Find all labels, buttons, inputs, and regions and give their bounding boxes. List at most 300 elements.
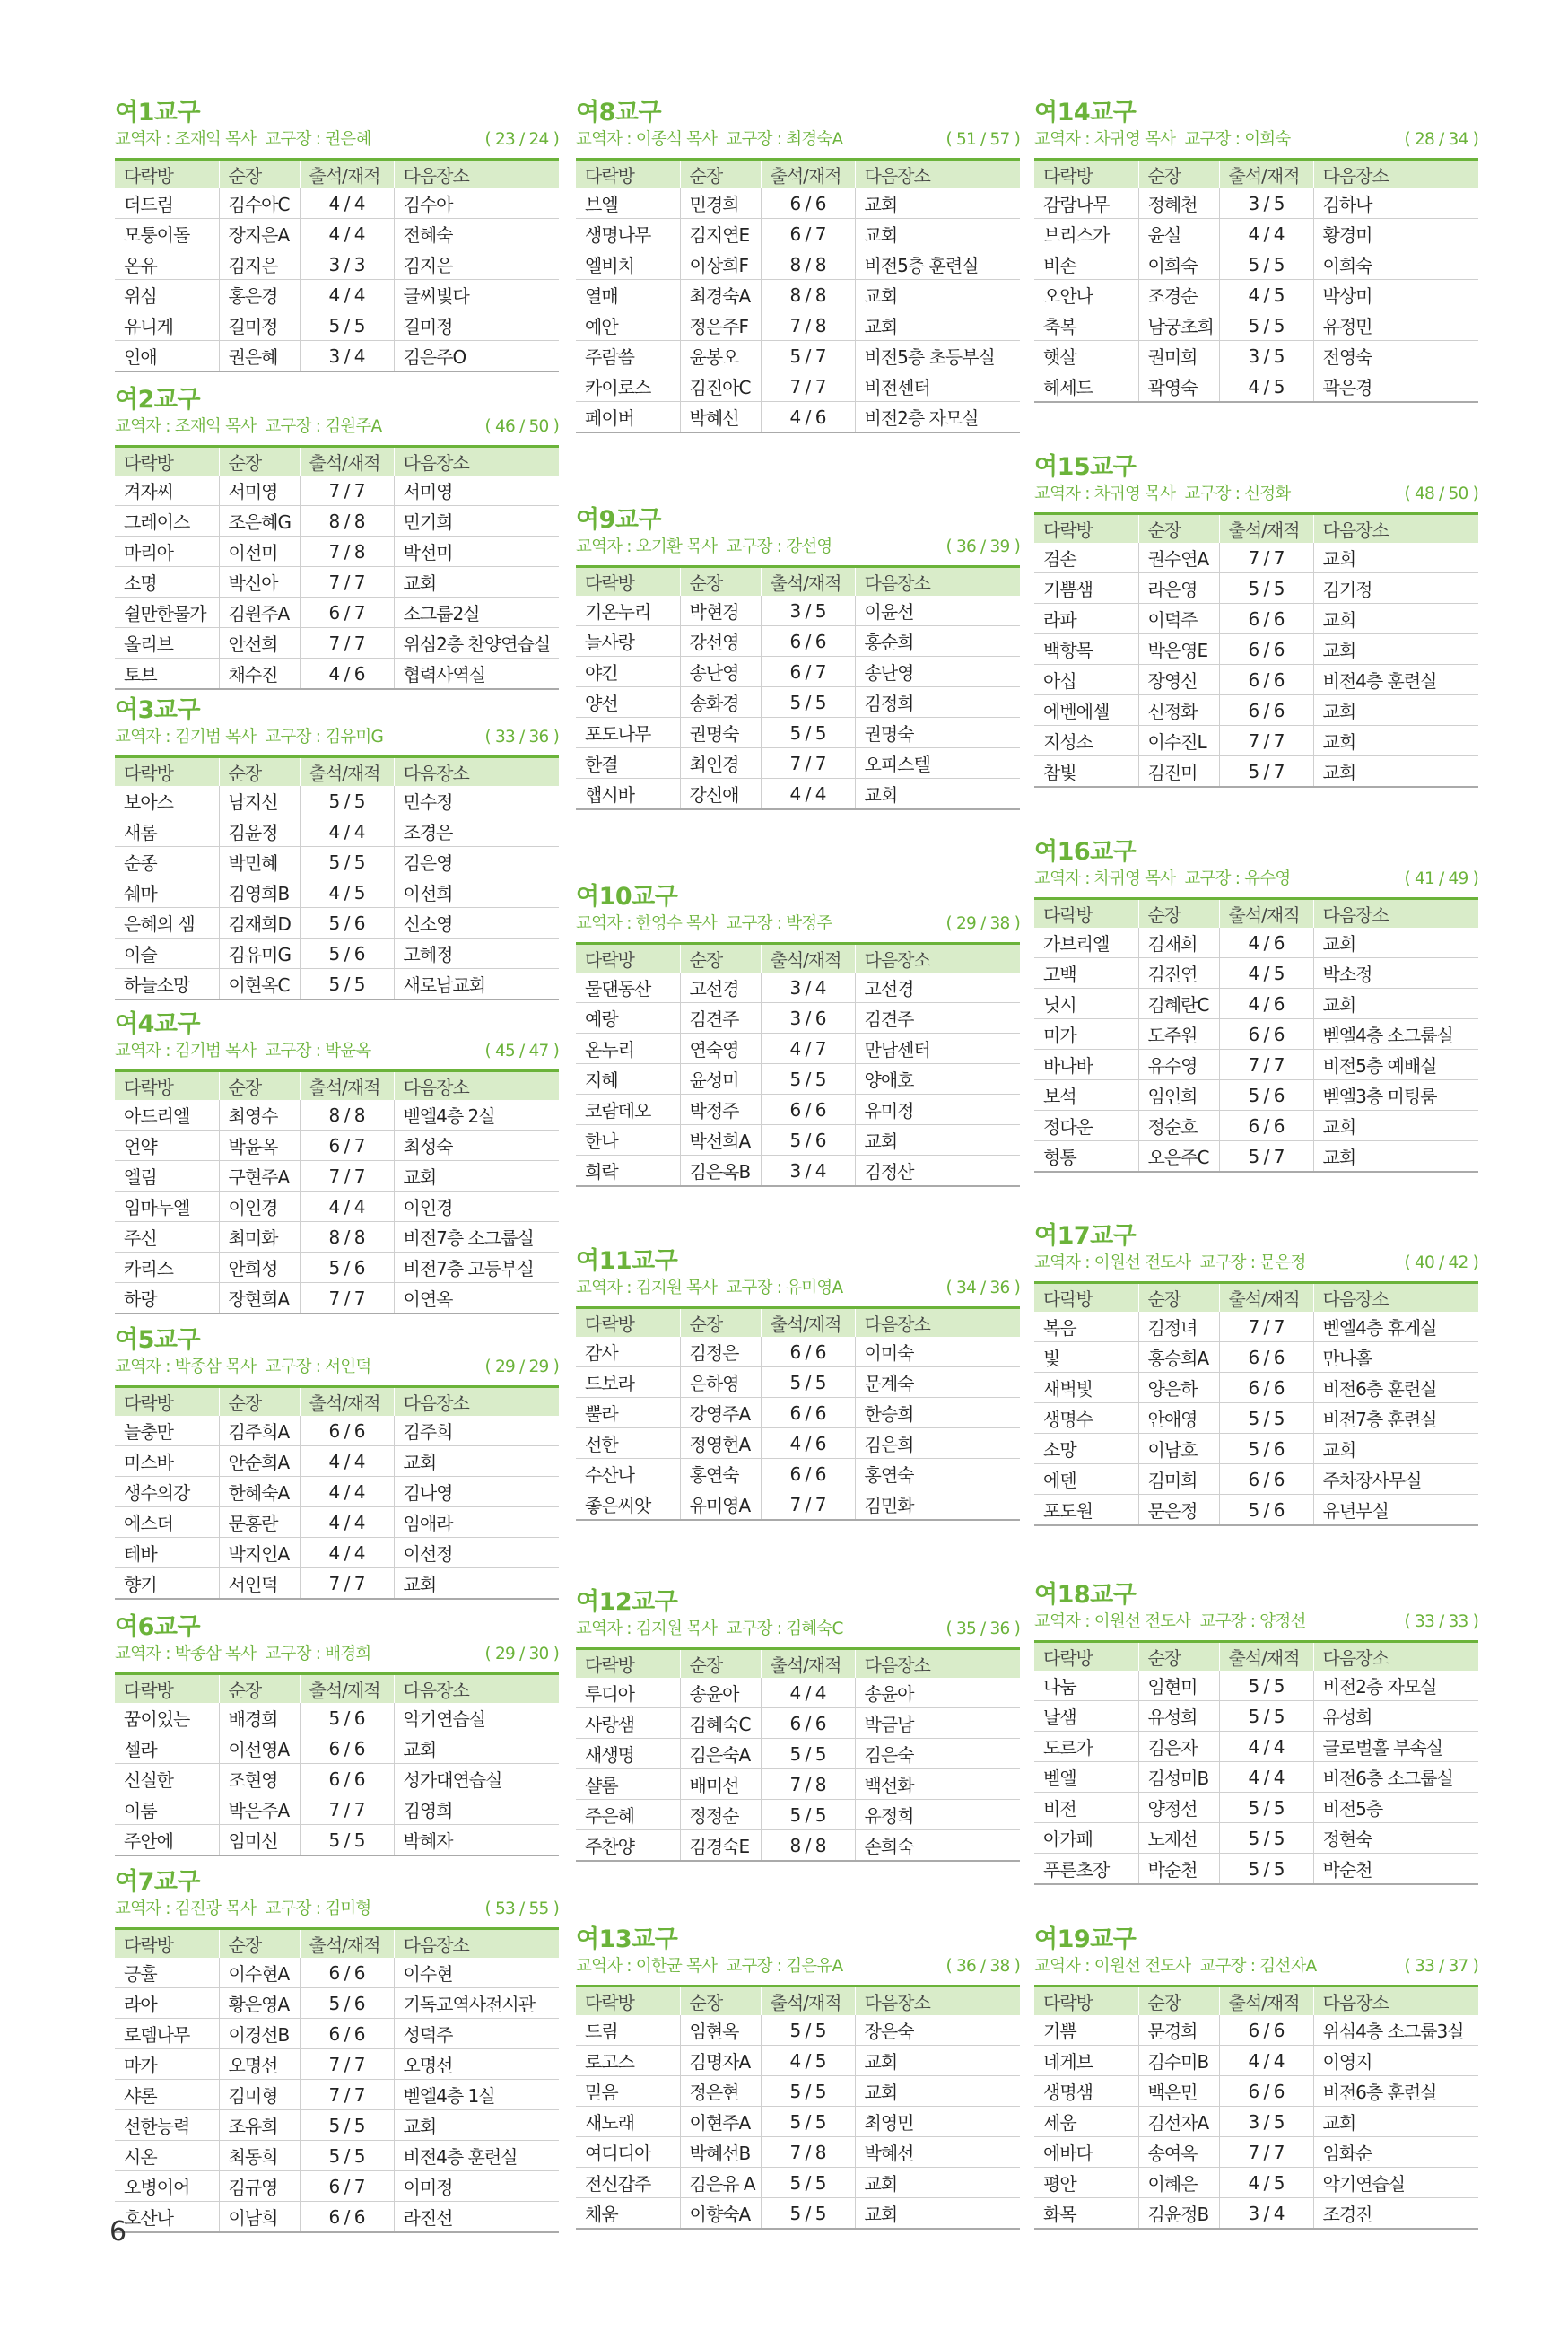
cell-next-location: 유정민 — [1313, 310, 1478, 341]
cell-small-group: 향기 — [115, 1568, 219, 1600]
minister-label: 교역자 : 김지원 목사 — [576, 1279, 718, 1297]
cell-attendance: 5 / 6 — [300, 908, 394, 939]
cell-leader: 홍연숙 — [680, 1459, 761, 1489]
cell-attendance: 5 / 5 — [300, 786, 394, 816]
cell-attendance: 4 / 4 — [300, 280, 394, 310]
cell-small-group: 라아 — [115, 1988, 219, 2019]
table-row — [1034, 1050, 1478, 1080]
cell-next-location: 정현숙 — [1313, 1823, 1478, 1854]
cell-leader: 황은영A — [219, 1988, 300, 2019]
cell-small-group: 감람나무 — [1034, 188, 1138, 219]
column-header: 다락방 — [115, 1387, 219, 1417]
small-group-table — [576, 1306, 1020, 1521]
column-header: 순장 — [219, 1929, 300, 1959]
cell-small-group: 순종 — [115, 847, 219, 877]
cell-small-group: 그레이스 — [115, 506, 219, 537]
cell-small-group: 주람씀 — [576, 341, 680, 371]
district-meta — [576, 1617, 1020, 1642]
column-header: 다음장소 — [394, 1929, 559, 1959]
cell-next-location: 김기정 — [1313, 573, 1478, 604]
district-block — [576, 883, 1020, 1187]
leader-label: 교구장 : 김원주A — [265, 417, 382, 436]
cell-leader: 김재희D — [219, 908, 300, 939]
cell-small-group: 햅시바 — [576, 779, 680, 810]
cell-small-group: 에벤에셀 — [1034, 695, 1138, 726]
cell-small-group: 채움 — [576, 2198, 680, 2230]
column-header: 다락방 — [576, 944, 680, 973]
cell-attendance: 3 / 4 — [1219, 2198, 1313, 2230]
cell-small-group: 토브 — [115, 659, 219, 690]
district-title: 여16교구 — [1034, 838, 1137, 866]
cell-small-group: 형통 — [1034, 1141, 1138, 1173]
cell-leader: 유수영 — [1138, 1050, 1219, 1080]
cell-leader: 채수진 — [219, 659, 300, 690]
table-row — [576, 1003, 1020, 1034]
cell-next-location: 김영희 — [394, 1794, 559, 1825]
cell-attendance: 7 / 7 — [300, 476, 394, 506]
minister-label: 교역자 : 차귀영 목사 — [1034, 130, 1176, 149]
table-row — [115, 219, 559, 249]
cell-leader: 김진미 — [1138, 756, 1219, 788]
attendance-total: ( 34 / 36 ) — [945, 1279, 1020, 1297]
cell-attendance: 5 / 5 — [300, 847, 394, 877]
table-row — [115, 908, 559, 939]
table-row — [1034, 665, 1478, 695]
table-header-row — [115, 447, 559, 476]
cell-small-group: 감사 — [576, 1337, 680, 1367]
district-title: 여12교구 — [576, 1588, 678, 1616]
table-row — [576, 596, 1020, 626]
leader-label: 교구장 : 박정주 — [726, 914, 832, 933]
cell-small-group: 아가페 — [1034, 1823, 1138, 1854]
district-block — [115, 1326, 559, 1600]
table-row — [115, 1192, 559, 1222]
table-row — [115, 2202, 559, 2233]
column-header: 순장 — [1138, 1642, 1219, 1672]
cell-leader: 한혜숙A — [219, 1477, 300, 1507]
column-header: 출석/재적 — [761, 567, 855, 597]
column-header: 순장 — [680, 1649, 761, 1679]
cell-leader: 구현주A — [219, 1161, 300, 1192]
cell-leader: 권은혜 — [219, 341, 300, 372]
leader-label: 교구장 : 김선자A — [1199, 1957, 1317, 1976]
district-title: 여2교구 — [115, 386, 201, 414]
table-row — [115, 1416, 559, 1446]
table-row — [1034, 1403, 1478, 1434]
column-header: 다음장소 — [855, 160, 1020, 189]
cell-next-location: 교회 — [855, 2168, 1020, 2198]
minister-label: 교역자 : 김기범 목사 — [115, 1042, 257, 1061]
cell-leader: 임현미 — [1138, 1671, 1219, 1701]
cell-leader: 오명선 — [219, 2049, 300, 2080]
cell-small-group: 하랑 — [115, 1283, 219, 1314]
district-block — [1034, 1925, 1478, 2230]
district-block — [115, 1613, 559, 1856]
table-row — [576, 341, 1020, 371]
cell-leader: 이향숙A — [680, 2198, 761, 2230]
cell-next-location: 기독교역사전시관 — [394, 1988, 559, 2019]
cell-small-group: 보아스 — [115, 786, 219, 816]
cell-attendance: 5 / 5 — [761, 1367, 855, 1398]
cell-small-group: 주신 — [115, 1222, 219, 1253]
column-header: 순장 — [680, 567, 761, 597]
cell-small-group: 호산나 — [115, 2202, 219, 2233]
table-header-row — [576, 567, 1020, 597]
table-row — [1034, 2137, 1478, 2168]
cell-leader: 이인경 — [219, 1192, 300, 1222]
cell-leader: 박선희A — [680, 1125, 761, 1156]
small-group-table — [115, 1927, 559, 2233]
cell-leader: 송윤아 — [680, 1678, 761, 1708]
table-row — [1034, 1793, 1478, 1823]
cell-leader: 배미선 — [680, 1769, 761, 1800]
cell-attendance: 4 / 4 — [300, 1477, 394, 1507]
attendance-total: ( 29 / 38 ) — [945, 914, 1020, 933]
column-header: 다락방 — [1034, 1642, 1138, 1672]
cell-next-location: 비전4층 훈련실 — [394, 2141, 559, 2171]
table-row — [1034, 958, 1478, 989]
cell-next-location: 만남센터 — [855, 1034, 1020, 1064]
cell-small-group: 기온누리 — [576, 596, 680, 626]
cell-next-location: 양애호 — [855, 1064, 1020, 1095]
district-meta — [1034, 1251, 1478, 1276]
cell-next-location: 전영숙 — [1313, 341, 1478, 371]
cell-leader: 문경희 — [1138, 2015, 1219, 2046]
table-row — [1034, 543, 1478, 573]
cell-leader: 신정화 — [1138, 695, 1219, 726]
minister-label: 교역자 : 조재익 목사 — [115, 130, 257, 149]
district-meta — [576, 1954, 1020, 1979]
column-header: 다락방 — [115, 1071, 219, 1101]
district-title: 여5교구 — [115, 1326, 201, 1354]
cell-leader: 조경순 — [1138, 280, 1219, 310]
district-block — [576, 1925, 1020, 2230]
cell-small-group: 위심 — [115, 280, 219, 310]
cell-small-group: 에스더 — [115, 1507, 219, 1538]
cell-leader: 이수현A — [219, 1958, 300, 1988]
cell-small-group: 늘충만 — [115, 1416, 219, 1446]
table-row — [576, 1708, 1020, 1739]
cell-next-location: 교회 — [1313, 756, 1478, 788]
cell-next-location: 비전5층 — [1313, 1793, 1478, 1823]
table-row — [115, 786, 559, 816]
district-block — [1034, 99, 1478, 403]
district-meta — [115, 127, 559, 153]
district-title: 여18교구 — [1034, 1581, 1137, 1609]
cell-attendance: 4 / 4 — [300, 219, 394, 249]
cell-next-location: 위심2층 찬양연습실 — [394, 628, 559, 659]
small-group-table — [1034, 1640, 1478, 1885]
cell-next-location: 교회 — [1313, 634, 1478, 665]
cell-small-group: 예안 — [576, 310, 680, 341]
cell-next-location: 라진선 — [394, 2202, 559, 2233]
cell-next-location: 이수현 — [394, 1958, 559, 1988]
district-title: 여13교구 — [576, 1925, 678, 1953]
table-row — [115, 1253, 559, 1283]
table-row — [576, 219, 1020, 249]
cell-small-group: 도르가 — [1034, 1732, 1138, 1762]
table-row — [576, 2137, 1020, 2168]
cell-attendance: 5 / 5 — [1219, 1854, 1313, 1885]
cell-small-group: 물댄동산 — [576, 973, 680, 1003]
cell-leader: 남궁초희 — [1138, 310, 1219, 341]
district-title: 여11교구 — [576, 1247, 678, 1275]
cell-next-location: 조경은 — [394, 816, 559, 847]
table-row — [1034, 341, 1478, 371]
table-header-row — [576, 944, 1020, 973]
cell-attendance: 4 / 4 — [1219, 2046, 1313, 2076]
cell-leader: 박은영E — [1138, 634, 1219, 665]
cell-attendance: 4 / 4 — [761, 1678, 855, 1708]
cell-next-location: 김은영 — [394, 847, 559, 877]
small-group-table — [115, 158, 559, 372]
cell-leader: 최인경 — [680, 748, 761, 779]
cell-attendance: 4 / 4 — [1219, 1732, 1313, 1762]
cell-leader: 김영희B — [219, 877, 300, 908]
cell-leader: 윤성미 — [680, 1064, 761, 1095]
minister-label: 교역자 : 이원선 전도사 — [1034, 1957, 1191, 1976]
cell-next-location: 유년부실 — [1313, 1495, 1478, 1526]
cell-next-location: 김수아 — [394, 188, 559, 219]
cell-leader: 백은민 — [1138, 2076, 1219, 2107]
cell-leader: 임인희 — [1138, 1080, 1219, 1111]
leader-label: 교구장 : 이희숙 — [1184, 130, 1291, 149]
leader-label: 교구장 : 강선영 — [726, 537, 832, 556]
table-row — [576, 748, 1020, 779]
attendance-total: ( 23 / 24 ) — [484, 130, 559, 149]
cell-next-location: 김나영 — [394, 1477, 559, 1507]
attendance-total: ( 29 / 30 ) — [484, 1645, 559, 1663]
cell-leader: 김은자 — [1138, 1732, 1219, 1762]
cell-leader: 장현희A — [219, 1283, 300, 1314]
cell-leader: 김은숙A — [680, 1739, 761, 1769]
cell-small-group: 열매 — [576, 280, 680, 310]
cell-leader: 김정녀 — [1138, 1312, 1219, 1342]
district-meta — [115, 1897, 559, 1922]
cell-small-group: 한결 — [576, 748, 680, 779]
cell-next-location: 성가대연습실 — [394, 1764, 559, 1794]
cell-next-location: 교회 — [855, 219, 1020, 249]
table-header-row — [576, 1308, 1020, 1338]
attendance-total: ( 28 / 34 ) — [1404, 130, 1478, 149]
cell-attendance: 4 / 6 — [300, 659, 394, 690]
cell-small-group: 카이로스 — [576, 371, 680, 402]
cell-small-group: 늘사랑 — [576, 626, 680, 657]
table-row — [576, 1678, 1020, 1708]
cell-leader: 배경희 — [219, 1703, 300, 1733]
cell-attendance: 8 / 8 — [761, 280, 855, 310]
table-row — [1034, 2168, 1478, 2198]
column-header: 다락방 — [115, 1929, 219, 1959]
cell-small-group: 언약 — [115, 1131, 219, 1161]
cell-next-location: 위심4층 소그룹3실 — [1313, 2015, 1478, 2046]
cell-small-group: 인애 — [115, 341, 219, 372]
cell-next-location: 비전2층 자모실 — [855, 402, 1020, 433]
cell-small-group: 사랑샘 — [576, 1708, 680, 1739]
table-row — [1034, 1434, 1478, 1464]
cell-leader: 안선희 — [219, 628, 300, 659]
cell-leader: 송난영 — [680, 657, 761, 687]
cell-next-location: 비전6층 훈련실 — [1313, 2076, 1478, 2107]
cell-next-location: 박혜선 — [855, 2137, 1020, 2168]
district-meta — [115, 1355, 559, 1380]
cell-next-location: 박순천 — [1313, 1854, 1478, 1885]
table-row — [115, 847, 559, 877]
cell-next-location: 이미숙 — [855, 1337, 1020, 1367]
table-header-row — [1034, 1642, 1478, 1672]
table-row — [115, 1100, 559, 1131]
cell-small-group: 쉐마 — [115, 877, 219, 908]
cell-small-group: 새생명 — [576, 1739, 680, 1769]
district-title: 여6교구 — [115, 1613, 201, 1641]
column-header: 출석/재적 — [1219, 160, 1313, 189]
cell-attendance: 5 / 5 — [300, 2110, 394, 2141]
minister-label: 교역자 : 이종석 목사 — [576, 130, 718, 149]
cell-leader: 장영신 — [1138, 665, 1219, 695]
cell-next-location: 홍순희 — [855, 626, 1020, 657]
cell-small-group: 모퉁이돌 — [115, 219, 219, 249]
district-meta — [576, 1276, 1020, 1301]
page-number: 6 — [109, 2216, 127, 2248]
cell-next-location: 비전5층 초등부실 — [855, 341, 1020, 371]
cell-attendance: 5 / 5 — [761, 2015, 855, 2046]
cell-attendance: 6 / 6 — [761, 1398, 855, 1428]
table-row — [1034, 695, 1478, 726]
cell-small-group: 주은혜 — [576, 1800, 680, 1830]
cell-small-group: 예랑 — [576, 1003, 680, 1034]
table-row — [576, 1769, 1020, 1800]
table-row — [115, 2080, 559, 2110]
cell-next-location: 교회 — [1313, 928, 1478, 958]
cell-small-group: 닛시 — [1034, 989, 1138, 1019]
table-row — [115, 659, 559, 690]
cell-small-group: 라파 — [1034, 604, 1138, 634]
table-row — [115, 537, 559, 567]
cell-attendance: 6 / 7 — [300, 1131, 394, 1161]
cell-small-group: 나눔 — [1034, 1671, 1138, 1701]
table-row — [576, 371, 1020, 402]
column-header: 순장 — [680, 944, 761, 973]
cell-next-location: 홍연숙 — [855, 1459, 1020, 1489]
cell-small-group: 선한 — [576, 1428, 680, 1459]
cell-leader: 송화경 — [680, 687, 761, 718]
attendance-total: ( 33 / 33 ) — [1404, 1612, 1478, 1631]
table-row — [576, 310, 1020, 341]
cell-next-location: 교회 — [1313, 543, 1478, 573]
district-meta — [1034, 482, 1478, 507]
cell-attendance: 6 / 6 — [1219, 665, 1313, 695]
table-row — [576, 657, 1020, 687]
cell-small-group: 백향목 — [1034, 634, 1138, 665]
cell-attendance: 4 / 5 — [1219, 958, 1313, 989]
cell-small-group: 지성소 — [1034, 726, 1138, 756]
table-row — [1034, 1732, 1478, 1762]
cell-attendance: 6 / 7 — [761, 219, 855, 249]
table-row — [115, 2019, 559, 2049]
cell-leader: 김윤정 — [219, 816, 300, 847]
cell-next-location: 교회 — [855, 2076, 1020, 2107]
cell-next-location: 교회 — [855, 310, 1020, 341]
cell-leader: 김지연E — [680, 219, 761, 249]
cell-attendance: 5 / 5 — [1219, 1701, 1313, 1732]
small-group-table — [115, 445, 559, 690]
cell-leader: 김재희 — [1138, 928, 1219, 958]
cell-next-location: 한승희 — [855, 1398, 1020, 1428]
column-header: 다음장소 — [394, 447, 559, 476]
cell-leader: 조은혜G — [219, 506, 300, 537]
district-meta — [115, 1642, 559, 1667]
cell-attendance: 7 / 7 — [300, 2080, 394, 2110]
cell-leader: 최경숙A — [680, 280, 761, 310]
table-row — [576, 1459, 1020, 1489]
cell-next-location: 협력사역실 — [394, 659, 559, 690]
column-header: 다음장소 — [855, 1649, 1020, 1679]
leader-label: 교구장 : 최경숙A — [726, 130, 843, 149]
cell-leader: 최영수 — [219, 1100, 300, 1131]
cell-attendance: 5 / 6 — [1219, 1080, 1313, 1111]
cell-attendance: 3 / 6 — [761, 1003, 855, 1034]
cell-leader: 은하영 — [680, 1367, 761, 1398]
cell-next-location: 이연옥 — [394, 1283, 559, 1314]
table-header-row — [115, 1071, 559, 1101]
cell-small-group: 주찬양 — [576, 1830, 680, 1862]
cell-next-location: 교회 — [394, 1161, 559, 1192]
column-header: 다락방 — [1034, 160, 1138, 189]
cell-leader: 안순희A — [219, 1446, 300, 1477]
leader-label: 교구장 : 양정선 — [1199, 1612, 1306, 1631]
attendance-total: ( 48 / 50 ) — [1404, 485, 1478, 503]
cell-leader: 고선경 — [680, 973, 761, 1003]
cell-leader: 김진아C — [680, 371, 761, 402]
cell-attendance: 7 / 7 — [1219, 2137, 1313, 2168]
table-header-row — [115, 160, 559, 189]
cell-next-location: 오명선 — [394, 2049, 559, 2080]
cell-small-group: 더드림 — [115, 188, 219, 219]
district-block — [576, 1247, 1020, 1521]
cell-attendance: 6 / 6 — [1219, 695, 1313, 726]
cell-small-group: 셀라 — [115, 1733, 219, 1764]
table-row — [115, 1477, 559, 1507]
cell-attendance: 4 / 6 — [761, 402, 855, 433]
column-header: 다락방 — [576, 1649, 680, 1679]
cell-next-location: 고선경 — [855, 973, 1020, 1003]
cell-attendance: 5 / 5 — [761, 1739, 855, 1769]
column-header: 출석/재적 — [300, 757, 394, 787]
table-header-row — [115, 1387, 559, 1417]
cell-next-location: 박선미 — [394, 537, 559, 567]
table-row — [1034, 1312, 1478, 1342]
cell-attendance: 4 / 4 — [300, 1192, 394, 1222]
column-header: 다락방 — [576, 1986, 680, 2016]
cell-leader: 박순천 — [1138, 1854, 1219, 1885]
district-title: 여8교구 — [576, 99, 662, 127]
cell-next-location: 교회 — [1313, 695, 1478, 726]
cell-leader: 김주희A — [219, 1416, 300, 1446]
cell-small-group: 신실한 — [115, 1764, 219, 1794]
column-header: 출석/재적 — [761, 1986, 855, 2016]
cell-next-location: 교회 — [394, 2110, 559, 2141]
cell-leader: 김지은 — [219, 249, 300, 280]
district-meta — [1034, 867, 1478, 892]
cell-small-group: 축복 — [1034, 310, 1138, 341]
district-title: 여17교구 — [1034, 1222, 1137, 1250]
table-row — [576, 249, 1020, 280]
table-row — [576, 1428, 1020, 1459]
table-row — [115, 1507, 559, 1538]
cell-next-location: 김정희 — [855, 687, 1020, 718]
cell-next-location: 유성희 — [1313, 1701, 1478, 1732]
cell-small-group: 테바 — [115, 1538, 219, 1568]
